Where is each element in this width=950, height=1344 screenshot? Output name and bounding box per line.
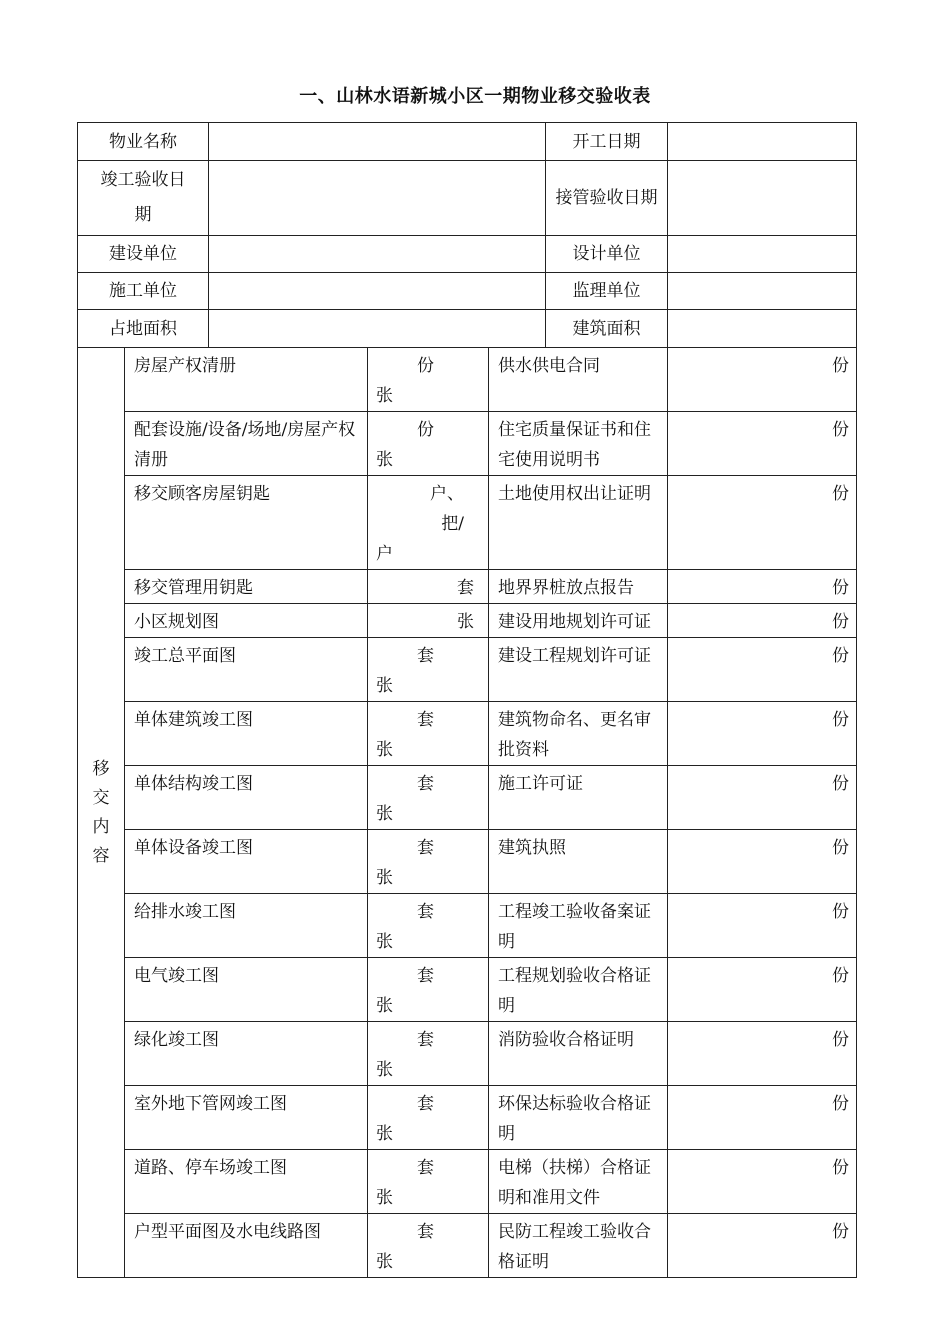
item-name: 单体设备竣工图 <box>125 830 368 894</box>
doc-name: 土地使用权出让证明 <box>489 476 668 570</box>
label-takeover-date: 接管验收日期 <box>546 161 668 236</box>
item-unit[interactable] <box>368 604 489 638</box>
item-unit[interactable] <box>368 894 489 958</box>
item-name: 小区规划图 <box>125 604 368 638</box>
item-name: 单体建筑竣工图 <box>125 702 368 766</box>
table-row <box>78 348 857 412</box>
item-name: 给排水竣工图 <box>125 894 368 958</box>
item-unit[interactable] <box>368 1022 489 1086</box>
doc-copies[interactable]: 份 <box>668 1022 857 1086</box>
doc-name: 建设工程规划许可证 <box>489 638 668 702</box>
doc-name: 建设用地规划许可证 <box>489 604 668 638</box>
doc-copies[interactable]: 份 <box>668 830 857 894</box>
doc-copies[interactable]: 份 <box>668 1150 857 1214</box>
unit-label: 套 <box>417 838 434 858</box>
doc-copies[interactable]: 份 <box>668 702 857 766</box>
header-row <box>78 123 857 161</box>
unit-label: 套 <box>417 1158 434 1178</box>
table-row <box>78 894 857 958</box>
doc-copies[interactable]: 份 <box>668 894 857 958</box>
section-label-char: 移 <box>92 758 110 779</box>
unit-label: 套 <box>457 578 474 598</box>
doc-copies[interactable]: 份 <box>668 570 857 604</box>
value-start-date[interactable] <box>668 123 857 161</box>
unit-label: 张 <box>376 450 393 470</box>
value-completion-date[interactable] <box>209 161 546 236</box>
section-label-char: 内 <box>92 816 110 837</box>
header-row <box>78 273 857 310</box>
unit-label: 户、 <box>430 484 464 504</box>
table-row <box>78 604 857 638</box>
unit-label: 张 <box>376 868 393 888</box>
table-row <box>78 1086 857 1150</box>
item-unit[interactable] <box>368 1150 489 1214</box>
item-name: 电气竣工图 <box>125 958 368 1022</box>
item-name: 户型平面图及水电线路图 <box>125 1214 368 1278</box>
unit-label: 把/ <box>441 514 464 534</box>
table-row <box>78 1022 857 1086</box>
table-row <box>78 638 857 702</box>
value-land-area[interactable] <box>209 310 546 348</box>
item-unit[interactable] <box>368 1086 489 1150</box>
item-name: 道路、停车场竣工图 <box>125 1150 368 1214</box>
unit-label: 张 <box>376 1060 393 1080</box>
doc-copies[interactable]: 份 <box>668 604 857 638</box>
table-row <box>78 702 857 766</box>
unit-label: 户 <box>376 544 393 564</box>
unit-label: 张 <box>376 740 393 760</box>
unit-label: 张 <box>376 1252 393 1272</box>
label-start-date: 开工日期 <box>546 123 668 161</box>
label-design-unit: 设计单位 <box>546 236 668 273</box>
doc-copies[interactable]: 份 <box>668 412 857 476</box>
doc-copies[interactable]: 份 <box>668 638 857 702</box>
item-name: 绿化竣工图 <box>125 1022 368 1086</box>
label-land-area: 占地面积 <box>78 310 209 348</box>
doc-name: 建筑物命名、更名审批资料 <box>489 702 668 766</box>
label-developer: 建设单位 <box>78 236 209 273</box>
doc-name: 住宅质量保证书和住宅使用说明书 <box>489 412 668 476</box>
doc-copies[interactable]: 份 <box>668 348 857 412</box>
doc-name: 工程规划验收合格证明 <box>489 958 668 1022</box>
label-property-name: 物业名称 <box>78 123 209 161</box>
section-label-char: 容 <box>92 845 110 866</box>
item-unit[interactable] <box>368 702 489 766</box>
doc-name: 建筑执照 <box>489 830 668 894</box>
document-title: 一、山林水语新城小区一期物业移交验收表 <box>299 86 651 107</box>
item-unit[interactable] <box>368 412 489 476</box>
section-label-char: 交 <box>92 787 110 808</box>
value-design-unit[interactable] <box>668 236 857 273</box>
label-completion-date <box>78 161 209 236</box>
item-unit[interactable] <box>368 570 489 604</box>
unit-label: 套 <box>417 646 434 666</box>
unit-label: 张 <box>376 1124 393 1144</box>
unit-label: 张 <box>376 386 393 406</box>
unit-label: 套 <box>417 1094 434 1114</box>
item-unit[interactable] <box>368 348 489 412</box>
doc-copies[interactable]: 份 <box>668 766 857 830</box>
table-row <box>78 958 857 1022</box>
unit-label: 张 <box>376 676 393 696</box>
doc-name: 施工许可证 <box>489 766 668 830</box>
doc-copies[interactable]: 份 <box>668 1214 857 1278</box>
table-row <box>78 1150 857 1214</box>
value-construction-unit[interactable] <box>209 273 546 310</box>
table-row <box>78 1214 857 1278</box>
unit-label: 张 <box>376 1188 393 1208</box>
item-name: 移交管理用钥匙 <box>125 570 368 604</box>
label-construction-unit: 施工单位 <box>78 273 209 310</box>
value-property-name[interactable] <box>209 123 546 161</box>
label-supervision-unit: 监理单位 <box>546 273 668 310</box>
item-name: 配套设施/设备/场地/房屋产权清册 <box>125 412 368 476</box>
doc-name: 工程竣工验收备案证明 <box>489 894 668 958</box>
unit-label: 套 <box>417 966 434 986</box>
item-name: 单体结构竣工图 <box>125 766 368 830</box>
unit-label: 套 <box>417 774 434 794</box>
unit-label: 份 <box>417 356 434 376</box>
header-row <box>78 310 857 348</box>
item-name: 房屋产权清册 <box>125 348 368 412</box>
table-row <box>78 766 857 830</box>
doc-copies[interactable]: 份 <box>668 958 857 1022</box>
value-developer[interactable] <box>209 236 546 273</box>
item-unit[interactable] <box>368 766 489 830</box>
doc-name: 消防验收合格证明 <box>489 1022 668 1086</box>
item-name: 竣工总平面图 <box>125 638 368 702</box>
doc-copies[interactable]: 份 <box>668 1086 857 1150</box>
table-row <box>78 830 857 894</box>
value-supervision-unit[interactable] <box>668 273 857 310</box>
item-unit[interactable] <box>368 830 489 894</box>
item-unit[interactable] <box>368 638 489 702</box>
unit-label: 张 <box>376 932 393 952</box>
unit-label: 套 <box>417 902 434 922</box>
header-row <box>78 236 857 273</box>
unit-label: 张 <box>376 996 393 1016</box>
table-row <box>78 476 857 570</box>
label-completion-date-line1: 竣工验收日 <box>100 170 186 190</box>
item-unit[interactable] <box>368 958 489 1022</box>
table-row <box>78 412 857 476</box>
unit-label: 张 <box>457 612 474 632</box>
unit-label: 张 <box>376 804 393 824</box>
doc-name: 环保达标验收合格证明 <box>489 1086 668 1150</box>
doc-name: 地界界桩放点报告 <box>489 570 668 604</box>
doc-name: 民防工程竣工验收合格证明 <box>489 1214 668 1278</box>
unit-label: 套 <box>417 1030 434 1050</box>
handover-acceptance-table <box>77 122 857 1278</box>
label-completion-date-line2: 期 <box>134 205 152 225</box>
table-row <box>78 570 857 604</box>
header-row <box>78 161 857 236</box>
item-name: 室外地下管网竣工图 <box>125 1086 368 1150</box>
doc-name: 电梯（扶梯）合格证明和准用文件 <box>489 1150 668 1214</box>
doc-name: 供水供电合同 <box>489 348 668 412</box>
value-takeover-date[interactable] <box>668 161 857 236</box>
section-label-handover-content <box>78 348 125 1278</box>
value-building-area[interactable] <box>668 310 857 348</box>
item-name: 移交顾客房屋钥匙 <box>125 476 368 570</box>
unit-label: 套 <box>417 710 434 730</box>
item-unit[interactable] <box>368 476 489 570</box>
unit-label: 份 <box>417 420 434 440</box>
label-building-area: 建筑面积 <box>546 310 668 348</box>
unit-label: 套 <box>417 1222 434 1242</box>
doc-copies[interactable]: 份 <box>668 476 857 570</box>
item-unit[interactable] <box>368 1214 489 1278</box>
